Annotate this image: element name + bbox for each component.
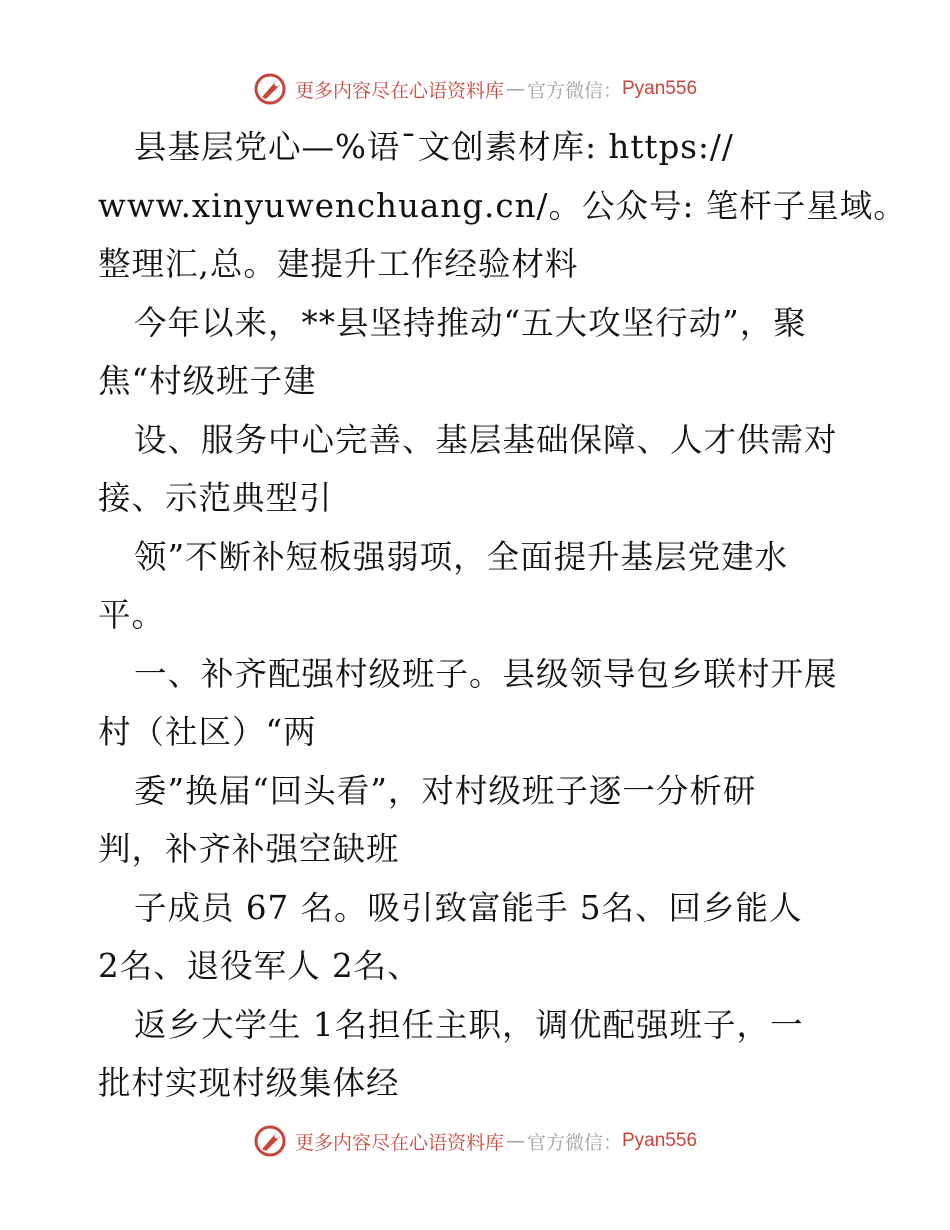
banner-wechat-label: 官方微信：: [526, 79, 622, 102]
banner-wechat-id: Pyan556: [622, 1130, 698, 1151]
banner-wechat-label: 官方微信：: [526, 1131, 622, 1154]
text-line: 今年以来，**县坚持推动“五大攻坚行动”，聚: [134, 303, 807, 342]
text-line: 2名、退役军人 2名、: [98, 947, 421, 985]
text-line: 领”不断补短板强弱项，全面提升基层党建水: [134, 537, 789, 576]
text-line: 县基层党心—%语¯文创素材库: https://: [134, 128, 734, 166]
text-line: 村（社区）“两: [98, 713, 317, 751]
pen-nib-logo-icon: [253, 72, 287, 106]
text-line: 批村实现村级集体经: [98, 1064, 400, 1102]
text-line: 焦“村级班子建: [98, 362, 317, 400]
text-line: 接、示范典型引: [98, 479, 333, 517]
banner-brand-text: 更多内容尽在心语资料库: [294, 79, 504, 102]
text-line: 一、补齐配强村级班子。县级领导包乡联村开展: [134, 654, 838, 693]
text-line: 判，补齐补强空缺班: [98, 830, 400, 868]
header-watermark-banner: [0, 72, 950, 106]
banner-dash: —: [505, 1130, 525, 1152]
text-line: 平。: [98, 596, 166, 634]
text-line: 整理汇,总。建提升工作经验材料: [98, 245, 579, 283]
text-line: www.xinyuwenchuang.cn/。公众号: 笔杆子星域。: [98, 186, 907, 225]
banner-brand-text: 更多内容尽在心语资料库: [294, 1131, 504, 1154]
text-line: 子成员 67 名。吸引致富能手 5名、回乡能人: [134, 888, 803, 927]
pen-nib-logo-icon: [253, 1124, 287, 1158]
footer-watermark-banner: [0, 1124, 950, 1158]
text-line: 委”换届“回头看”，对村级班子逐一分析研: [134, 771, 757, 810]
document-body: [98, 118, 907, 1113]
banner-dash: —: [505, 78, 525, 100]
text-line: 设、服务中心完善、基层基础保障、人才供需对: [134, 420, 838, 459]
text-line: 返乡大学生 1名担任主职，调优配强班子，一: [134, 1005, 804, 1044]
banner-wechat-id: Pyan556: [622, 78, 698, 99]
